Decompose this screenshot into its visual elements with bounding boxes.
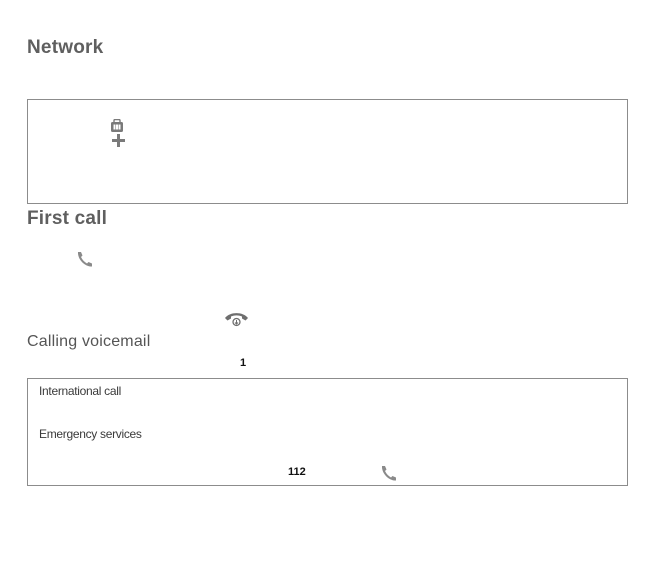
emergency-services-label: Emergency services bbox=[39, 427, 142, 441]
plus-icon bbox=[112, 134, 125, 147]
heading-calling-voicemail: Calling voicemail bbox=[27, 333, 151, 350]
end-call-handset-icon bbox=[224, 312, 249, 327]
international-call-label: International call bbox=[39, 384, 121, 398]
emergency-number: 112 bbox=[288, 466, 306, 478]
voicemail-key: 1 bbox=[240, 357, 247, 369]
call-info-box bbox=[27, 378, 628, 486]
heading-first-call: First call bbox=[27, 208, 108, 229]
call-handset-icon bbox=[380, 465, 397, 481]
heading-network: Network bbox=[27, 37, 104, 58]
operator-badge-icon bbox=[110, 119, 124, 132]
network-info-box bbox=[27, 99, 628, 204]
call-handset-icon bbox=[76, 251, 93, 267]
